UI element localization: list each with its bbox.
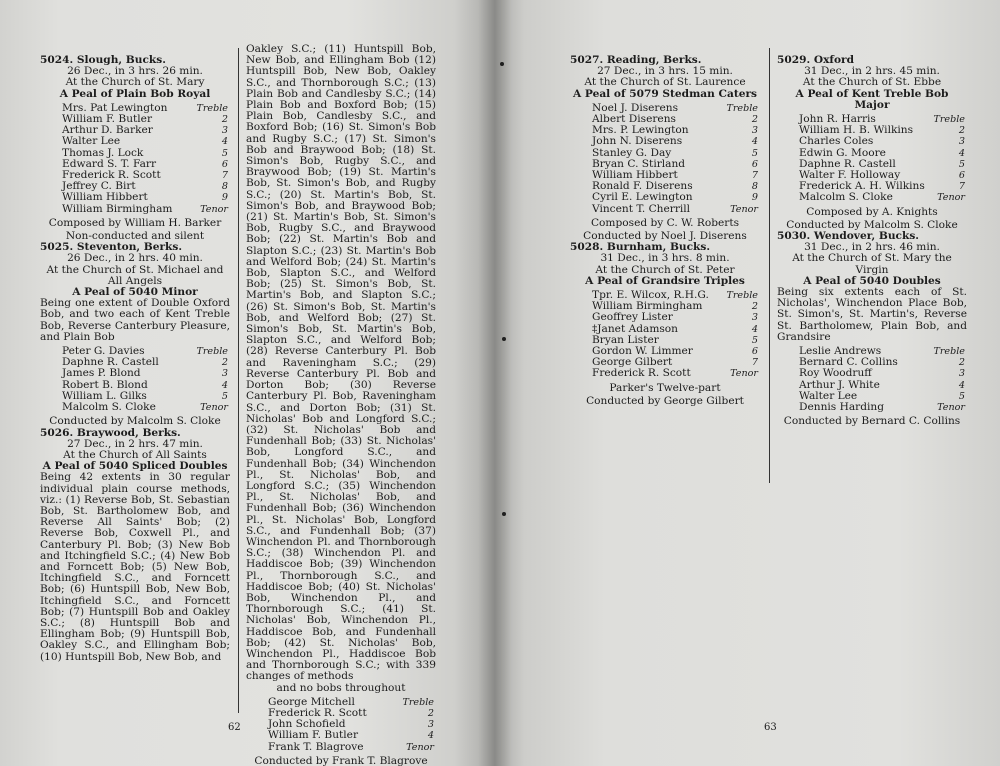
peal-entry — [570, 55, 760, 242]
ringer-name: James P. Blond — [62, 367, 141, 380]
peal-detail: 31 Dec., in 3 hrs. 8 min. — [600, 252, 730, 265]
ringer-name: Frederick R. Scott — [62, 169, 161, 182]
bell-number: Treble — [402, 696, 434, 708]
bell-number: 3 — [751, 125, 758, 137]
ringer-name: Robert B. Blond — [62, 378, 148, 391]
peal-note: Composed by A. Knights — [806, 205, 938, 218]
peal-description: Being six extents each of St. Nicholas', Winchendon Place Bob, St. Simon's, St. Martin's, Reverse St. Bartholomew, Plain Bob, and Grandsire — [777, 286, 967, 343]
bell-number: 4 — [958, 379, 965, 391]
bell-number: 7 — [958, 181, 965, 193]
peal-heading: 5030. Wendover, Bucks. — [777, 230, 919, 243]
bell-number: 7 — [221, 170, 228, 182]
peal-title: A Peal of Kent Treble Bob Major — [795, 87, 949, 111]
bell-number: 4 — [221, 136, 228, 148]
ringer-name: Frederick R. Scott — [592, 367, 691, 380]
book-gutter — [478, 0, 512, 766]
peal-entry — [777, 55, 967, 231]
peal-entry — [570, 242, 760, 407]
bell-number: 4 — [751, 136, 758, 148]
ringer-name: George Mitchell — [268, 695, 355, 708]
ringer-name: Bernard C. Collins — [799, 356, 898, 369]
ringer-row — [62, 402, 230, 413]
peal-note: Conducted by Malcolm S. Cloke — [786, 218, 958, 231]
bell-number: 2 — [751, 301, 758, 313]
peal-entry — [246, 44, 436, 766]
ringer-row — [62, 368, 230, 379]
ringer-name: Gordon W. Limmer — [592, 345, 693, 358]
ringer-name: Vincent T. Cherrill — [592, 202, 691, 215]
bell-number: 4 — [221, 379, 228, 391]
ringer-name: Charles Coles — [799, 135, 874, 148]
ringer-list — [40, 346, 230, 413]
peal-description: Being one extent of Double Oxford Bob, and two each of Kent Treble Bob, Reverse Canterbury Pleasure, and Plain Bob — [40, 297, 230, 343]
ringer-name: George Gilbert — [592, 356, 673, 369]
bell-number: 2 — [221, 114, 228, 126]
bell-number: 5 — [958, 390, 965, 402]
bell-number: Tenor — [937, 402, 965, 414]
bell-number: 5 — [958, 158, 965, 170]
peal-detail: At the Church of St. Mary the Virgin — [792, 252, 952, 276]
bell-number: 4 — [427, 730, 434, 742]
peal-detail: At the Church of St. Mary — [65, 76, 205, 89]
ringer-name: Roy Woodruff — [799, 367, 872, 380]
peal-title: A Peal of 5040 Doubles — [803, 274, 941, 287]
bell-number: 3 — [958, 136, 965, 148]
peal-detail: At the Church of St. Ebbe — [802, 76, 942, 89]
peal-note: Conducted by Frank T. Blagrove — [254, 754, 428, 766]
bell-number: 3 — [221, 125, 228, 137]
ringer-row — [592, 192, 760, 203]
ringer-row — [592, 136, 760, 147]
ringer-name: Frederick R. Scott — [268, 706, 367, 719]
bell-number: Tenor — [730, 368, 758, 380]
bell-number: Tenor — [200, 203, 228, 215]
bell-number: Treble — [726, 102, 758, 114]
peal-entry — [40, 242, 230, 427]
bell-number: 2 — [221, 357, 228, 369]
right-page — [494, 0, 1000, 766]
ringer-name: Albert Diserens — [592, 113, 676, 126]
bell-number: 6 — [958, 170, 965, 182]
peal-detail: At the Church of All Saints — [63, 448, 207, 461]
bell-number: 4 — [751, 323, 758, 335]
ringer-name: William Birmingham — [62, 202, 173, 215]
bell-number: 2 — [751, 114, 758, 126]
ringer-name: Stanley G. Day — [592, 146, 672, 159]
peal-note: Composed by C. W. Roberts — [590, 216, 740, 229]
ringer-name: John R. Harris — [799, 113, 876, 126]
ringer-name: Arthur D. Barker — [62, 124, 153, 137]
ringer-name: Daphne R. Castell — [62, 356, 159, 369]
bell-number: Tenor — [406, 741, 434, 753]
ringer-name: William F. Butler — [62, 113, 153, 126]
ringer-name: Ronald F. Diserens — [592, 180, 693, 193]
column-rule — [238, 48, 239, 713]
peal-title: A Peal of 5040 Minor — [72, 286, 198, 299]
ringer-row — [62, 204, 230, 215]
ringer-name: Walter Lee — [799, 389, 858, 402]
left-page — [0, 0, 494, 766]
bell-number: 5 — [221, 147, 228, 159]
bell-number: 2 — [958, 357, 965, 369]
bell-number: 6 — [751, 346, 758, 358]
ringer-name: Bryan Lister — [592, 333, 659, 346]
ringer-name: John N. Diserens — [592, 135, 683, 148]
ringer-name: Malcolm S. Cloke — [799, 191, 893, 204]
ringer-name: William F. Butler — [268, 729, 359, 742]
peal-note: Conducted by Malcolm S. Cloke — [49, 415, 221, 428]
ringer-name: William Birmingham — [592, 300, 703, 313]
bell-number: 4 — [958, 147, 965, 159]
peal-heading: 5024. Slough, Bucks. — [40, 54, 166, 66]
peal-detail: At the Church of St. Michael and All Angels — [46, 263, 224, 287]
ringer-row — [592, 312, 760, 323]
ringer-name: Malcolm S. Cloke — [62, 401, 156, 414]
ringer-list — [246, 697, 436, 753]
page-number-left: 62 — [228, 722, 241, 733]
bell-number: Treble — [933, 346, 965, 358]
ringer-name: Jeffrey C. Birt — [62, 180, 136, 193]
peal-note: Conducted by Bernard C. Collins — [783, 415, 961, 428]
bell-number: 2 — [958, 125, 965, 137]
peal-description: Oakley S.C.; (11) Huntspill Bob, New Bob, and Ellingham Bob (12) Huntspill Bob, New Bob, Oakley S.C., and Thornborough S.C.; (13) Plain Bob and Candlesby S.C.; (14) Plain Bob and Boxford Bob; (15) Plain Bob, Candlesby S.C., and Boxford Bob; (16) St. Simon's Bob and Rugby S.C.; (17) St. Simon's Bob and Braywood Bob; (18) St. Simon's Bob, Rugby S.C., and Braywood Bob; (19) St. Martin's Bob, St. Simon's Bob, and Rugby S.C.; (20) St. Martin's Bob, St. Simon's Bob, and Braywood Bob; (21) St. Martin's Bob, St. Simon's Bob, Rugby S.C., and Braywood Bob; (22) St. Martin's Bob and Slapton S.C.; (23) St. Martin's Bob and Welford Bob; (24) St. Martin's Bob, Slapton S.C., and Welford Bob; (25) St. Simon's Bob, St. Martin's Bob, and Slapton S.C.; (26) St. Simon's Bob, St. Martin's Bob, and Welford Bob; (27) St. Simon's Bob, St. Martin's Bob, Slapton S.C., and Welford Bob; (28) Reverse Canterbury Pl. Bob and Raveningham S.C.; (29) Reverse Canterbury Pl. Bob and Dorton Bob; (30) Reverse Canterbury Pl. Bob, Raveningham S.C., and Dorton Bob; (31) St. Nicholas' Bob and Longford S.C.; (32) St. Nicholas' Bob and Fundenhall Bob; (33) St. Nicholas' Bob, Longford S.C., and Fundenhall Bob; (34) Winchendon Pl., St. Nicholas' Bob, and Longford S.C.; (35) Winchendon Pl., St. Nicholas' Bob, and Fundenhall Bob; (36) Winchendon Pl., St. Nicholas' Bob, Longford S.C., and Fundenhall Bob; (37) Winchendon Pl. and Thornborough S.C.; (38) Winchendon Pl. and Haddiscoe Bob; (39) Winchendon Pl., Thornborough S.C., and Haddiscoe Bob; (40) St. Nicholas' Bob, Winchendon Pl., and Thornborough S.C.; (41) St. Nicholas' Bob, Winchendon Pl., Haddiscoe Bob, and Fundenhall Bob; (42) St. Nicholas' Bob, Winchendon Pl., Haddiscoe Bob and Thornborough S.C.; with 339 changes of methods — [246, 43, 436, 683]
peal-detail: 27 Dec., in 3 hrs. 15 min. — [597, 65, 733, 78]
peal-heading: 5028. Burnham, Bucks. — [570, 241, 711, 254]
bell-number: Treble — [726, 290, 758, 302]
bell-number: 9 — [751, 192, 758, 204]
bell-number: 5 — [751, 147, 758, 159]
peal-description: Being 42 extents in 30 regular individual plain course methods, viz.: (1) Reverse Bob, St. Sebastian Bob, St. Bartholomew Bob, and Reverse All Saints' Bob; (2) Reverse Bob, Coxwell Pl., and Canterbury Pl. Bob; (3) New Bob and Itchingfield S.C.; (4) New Bob and Forncett Bob; (5) New Bob, Itchingfield S.C., and Forncett Bob; (6) Huntspill Bob, New Bob, Itchingfield S.C., and Forncett Bob; (7) Huntspill Bob and Oakley S.C.; (8) Huntspill Bob and Ellingham Bob; (9) Huntspill Bob, Oakley S.C., and Ellingham Bob; (10) Huntspill Bob, New Bob, and — [40, 471, 230, 663]
peal-heading: 5025. Steventon, Berks. — [40, 241, 183, 254]
left-column-2 — [246, 44, 436, 766]
ringer-row — [799, 192, 967, 203]
ringer-name: William L. Gilks — [62, 389, 147, 402]
bell-number: 5 — [221, 390, 228, 402]
peal-entry — [40, 55, 230, 242]
peal-note: Parker's Twelve-part — [609, 381, 721, 394]
bell-number: 7 — [751, 170, 758, 182]
ringer-name: Bryan C. Stirland — [592, 157, 686, 170]
peal-detail: 27 Dec., in 2 hrs. 47 min. — [67, 437, 203, 450]
bell-number: Treble — [196, 102, 228, 114]
bell-number: 3 — [751, 312, 758, 324]
ringer-list — [777, 346, 967, 413]
ringer-name: John Schofield — [268, 718, 346, 731]
bell-number: Treble — [933, 114, 965, 126]
ringer-name: Walter F. Holloway — [799, 169, 901, 182]
ringer-row — [268, 742, 436, 753]
peal-detail: 26 Dec., in 3 hrs. 26 min. — [67, 65, 203, 78]
ringer-name: Frederick A. H. Wilkins — [799, 180, 925, 193]
peal-title: A Peal of Grandsire Triples — [585, 274, 745, 287]
peal-detail: At the Church of St. Peter — [595, 263, 735, 276]
ringer-row — [592, 204, 760, 215]
peal-detail: 31 Dec., in 2 hrs. 45 min. — [804, 65, 940, 78]
bell-number: Treble — [196, 346, 228, 358]
ringer-name: Cyril E. Lewington — [592, 191, 693, 204]
ringer-name: ‡Janet Adamson — [592, 322, 679, 335]
ringer-row — [799, 136, 967, 147]
ringer-name: Mrs. Pat Lewington — [62, 101, 168, 114]
bell-number: 6 — [221, 158, 228, 170]
bell-number: 6 — [751, 158, 758, 170]
ringer-name: Walter Lee — [62, 135, 121, 148]
page-number-right: 63 — [764, 722, 777, 733]
bell-number: 9 — [221, 192, 228, 204]
bell-number: 5 — [751, 334, 758, 346]
ringer-row — [799, 368, 967, 379]
bell-number: 8 — [751, 181, 758, 193]
peal-note: Conducted by Noel J. Diserens — [583, 230, 747, 243]
ringer-list — [777, 114, 967, 204]
ringer-name: Noel J. Diserens — [592, 101, 679, 114]
peal-entry — [40, 428, 230, 663]
peal-entry — [777, 231, 967, 427]
peal-heading: 5027. Reading, Berks. — [570, 54, 702, 66]
ringer-name: Peter G. Davies — [62, 345, 145, 358]
ringer-name: Leslie Andrews — [799, 345, 882, 358]
ringer-list — [570, 290, 760, 380]
bell-number: Tenor — [937, 192, 965, 204]
bell-number: 7 — [751, 357, 758, 369]
peal-heading: 5026. Braywood, Berks. — [40, 426, 181, 439]
right-column-1 — [570, 55, 760, 407]
peal-description-end: and no bobs throughout — [276, 681, 406, 694]
peal-detail: 31 Dec., in 2 hrs. 46 min. — [804, 241, 940, 254]
ringer-name: William H. B. Wilkins — [799, 124, 914, 137]
ringer-name: Mrs. P. Lewington — [592, 124, 689, 137]
peal-title: A Peal of 5040 Spliced Doubles — [42, 460, 228, 473]
bell-number: 3 — [427, 719, 434, 731]
peal-title: A Peal of Plain Bob Royal — [59, 87, 211, 100]
peal-detail: At the Church of St. Laurence — [584, 76, 746, 89]
ringer-name: Arthur J. White — [799, 378, 880, 391]
ringer-name: Daphne R. Castell — [799, 157, 896, 170]
ringer-name: Edwin G. Moore — [799, 146, 886, 159]
peal-note: Composed by William H. Barker — [48, 216, 222, 229]
ringer-name: Edward S. T. Farr — [62, 157, 157, 170]
ringer-row — [799, 402, 967, 413]
ringer-row — [268, 730, 436, 741]
peal-note: Conducted by George Gilbert — [586, 394, 744, 407]
peal-detail: 26 Dec., in 2 hrs. 40 min. — [67, 252, 203, 265]
ringer-name: Tpr. E. Wilcox, R.H.G. — [592, 289, 709, 302]
bell-number: 3 — [958, 368, 965, 380]
ringer-list — [40, 103, 230, 215]
ringer-name: William Hibbert — [592, 169, 678, 182]
ringer-name: Geoffrey Lister — [592, 311, 673, 324]
ringer-name: Thomas J. Lock — [62, 146, 144, 159]
bell-number: Tenor — [730, 203, 758, 215]
ringer-row — [62, 192, 230, 203]
peal-title: A Peal of 5079 Stedman Caters — [572, 87, 758, 100]
peal-heading: 5029. Oxford — [777, 54, 855, 66]
right-column-2 — [777, 55, 967, 428]
ringer-name: William Hibbert — [62, 191, 148, 204]
ringer-row — [62, 136, 230, 147]
left-column-1 — [40, 55, 230, 663]
ringer-name: Frank T. Blagrove — [268, 740, 364, 753]
bell-number: 2 — [427, 707, 434, 719]
ringer-list — [570, 103, 760, 215]
ringer-row — [592, 368, 760, 379]
bell-number: Tenor — [200, 402, 228, 414]
bell-number: 3 — [221, 368, 228, 380]
ringer-name: Dennis Harding — [799, 401, 884, 414]
peal-note: Non-conducted and silent — [65, 230, 205, 243]
bell-number: 8 — [221, 181, 228, 193]
column-rule — [769, 48, 770, 483]
